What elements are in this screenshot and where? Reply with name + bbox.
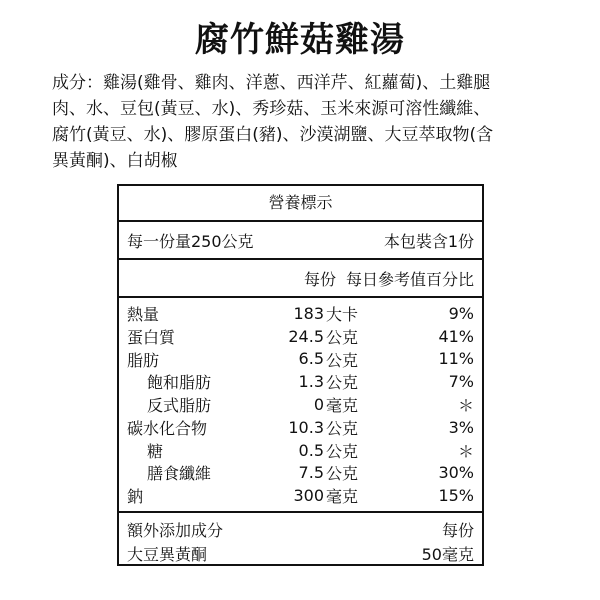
nutrient-row [127,348,474,371]
nutrient-row [127,439,474,462]
nutrient-daily-value: 7% [448,372,474,392]
nutrient-unit: 公克 [326,350,359,370]
nutrient-row [127,484,474,507]
nutrient-unit: 公克 [326,327,359,347]
nutrient-name: 反式脂肪 [147,396,212,416]
nutrient-row [127,393,474,416]
additional-header-per-serving: 每份 [441,520,474,540]
nutrient-daily-value: 3% [448,417,474,437]
ingredients-line: 異黃酮)、白胡椒 [52,151,178,171]
nutrient-amount: 6.5 [298,349,324,369]
nutrient-daily-value: ＊ [457,441,474,461]
servings-per-package: 本包裝含1份 [383,231,474,251]
serving-info-row [119,222,482,260]
nutrient-row [127,302,474,325]
nutrient-name: 脂肪 [127,350,160,370]
nutrient-unit: 公克 [326,441,359,461]
nutrient-row [127,370,474,393]
nutrition-facts-panel [117,184,484,566]
product-title: 腐竹鮮菇雞湯 [195,20,405,60]
daily-value-header: 每日參考值百分比 [345,269,474,289]
additional-item-row [127,541,474,565]
nutrient-amount: 183 [293,303,324,323]
nutrient-list [119,298,482,513]
nutrient-name: 糖 [147,441,164,461]
additional-ingredients [119,513,482,569]
nutrient-daily-value: 9% [448,303,474,323]
nutrient-amount: 300 [293,486,324,506]
nutrient-unit: 毫克 [326,487,359,507]
nutrient-unit: 公克 [326,418,359,438]
ingredients-line: 成分：雞湯(雞骨、雞肉、洋蔥、西洋芹、紅蘿蔔)、土雞腿 [52,73,491,93]
nutrient-row [127,462,474,485]
additional-item-value: 50毫克 [421,544,474,564]
nutrient-daily-value: ＊ [457,396,474,416]
nutrient-name: 膳食纖維 [147,464,212,484]
ingredients-line: 肉、水、豆包(黃豆、水)、秀珍菇、玉米來源可溶性纖維、 [52,99,491,119]
nutrient-amount: 24.5 [288,326,324,346]
additional-header-label: 額外添加成分 [127,520,224,540]
nutrient-unit: 公克 [326,464,359,484]
nutrient-row [127,325,474,348]
per-serving-header: 每份 [303,269,336,289]
nutrient-amount: 1.3 [298,372,324,392]
additional-header-row [127,517,474,541]
nutrient-name: 蛋白質 [127,327,176,347]
nutrient-unit: 大卡 [326,304,359,324]
nutrient-row [127,416,474,439]
nutrient-unit: 毫克 [326,396,359,416]
nutrient-daily-value: 41% [438,326,474,346]
nutrient-name: 熱量 [127,304,160,324]
nutrient-daily-value: 15% [438,486,474,506]
nutrient-name: 飽和脂肪 [147,373,212,393]
column-header-row [119,260,482,298]
nutrient-amount: 0.5 [298,440,324,460]
ingredients-line: 腐竹(黃豆、水)、膠原蛋白(豬)、沙漠湖鹽、大豆萃取物(含 [52,125,494,145]
nutrient-daily-value: 11% [438,349,474,369]
additional-item-name: 大豆異黃酮 [127,544,208,564]
nutrient-amount: 10.3 [288,417,324,437]
nutrient-name: 鈉 [127,487,144,507]
ingredients-text [52,70,552,174]
serving-size: 每一份量250公克 [127,231,254,251]
nutrient-name: 碳水化合物 [127,418,208,438]
nutrient-amount: 0 [313,395,324,415]
nutrient-daily-value: 30% [438,463,474,483]
nutrient-amount: 7.5 [298,463,324,483]
nutrient-unit: 公克 [326,373,359,393]
nutrition-header: 營養標示 [119,186,482,222]
